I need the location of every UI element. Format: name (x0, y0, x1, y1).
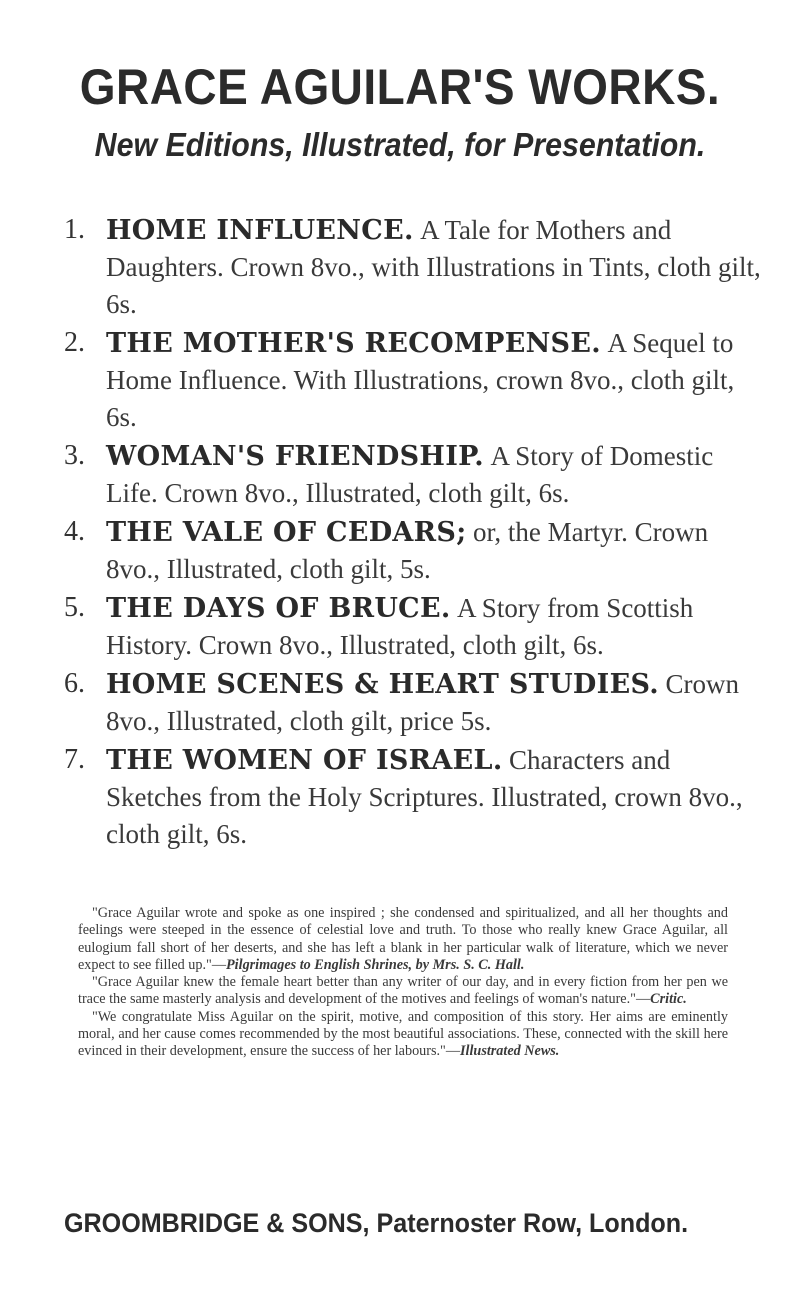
publisher-imprint: GROOMBRIDGE & SONS, Paternoster Row, London. (64, 1208, 689, 1238)
item-title: HOME INFLUENCE. (106, 215, 414, 246)
item-number: 4. (64, 516, 85, 547)
review-quote (78, 905, 728, 974)
list-item (64, 742, 764, 853)
item-number: 6. (64, 668, 85, 699)
item-title: THE WOMEN OF ISRAEL. (106, 745, 503, 776)
item-number: 3. (64, 440, 85, 471)
list-item (64, 212, 764, 323)
review-text: "Grace Aguilar wrote and spoke as one inspired ; she condensed and spiritualized, and all her thoughts and feelings were steeped in the essence of celestial love and truth. To those who really knew Grace Aguilar, all eulogium fall short of her deserts, and she has left a blank in her particular walk of literature, which we never expect to see filled up."— (78, 905, 728, 973)
review-source: Critic. (650, 991, 687, 1008)
item-title: WOMAN'S FRIENDSHIP. (106, 441, 485, 472)
review-text: "Grace Aguilar knew the female heart better than any writer of our day, and in every fiction from her pen we trace the same masterly analysis and development of the motives and feelings of woman's nature."— (78, 974, 728, 1008)
list-item (64, 514, 764, 588)
item-number: 5. (64, 592, 85, 623)
review-source: Pilgrimages to English Shrines, by Mrs. S. C. Hall. (226, 956, 525, 973)
item-title: THE MOTHER'S RECOMPENSE. (106, 328, 601, 359)
item-description: A Tale for Mothers and Daughters. Crown 8vo., with Illustrations in Tints, cloth gilt, 6s. (106, 215, 761, 319)
page-subtitle: New Editions, Illustrated, for Presentation. (94, 126, 706, 163)
press-reviews (78, 905, 728, 1061)
list-item (64, 590, 764, 664)
item-description: Characters and Sketches from the Holy Scriptures. Illustrated, crown 8vo., cloth gilt, 6s. (106, 745, 743, 849)
item-title: HOME SCENES & HEART STUDIES. (106, 669, 659, 700)
item-description: A Story from Scottish History. Crown 8vo., Illustrated, cloth gilt, 6s. (106, 593, 694, 660)
item-title: THE DAYS OF BRUCE. (106, 593, 451, 624)
item-number: 7. (64, 744, 85, 775)
review-source: Illustrated News. (460, 1043, 560, 1060)
item-description: A Story of Domestic Life. Crown 8vo., Illustrated, cloth gilt, 6s. (106, 441, 714, 508)
list-item (64, 666, 764, 740)
item-description: or, the Martyr. Crown 8vo., Illustrated, cloth gilt, 5s. (106, 517, 709, 584)
list-item (64, 325, 764, 436)
review-quote (78, 1009, 728, 1061)
item-description: Crown 8vo., Illustrated, cloth gilt, price 5s. (106, 669, 739, 736)
list-item (64, 438, 764, 512)
review-text: "We congratulate Miss Aguilar on the spirit, motive, and composition of this story. Her aims are eminently moral, and her cause comes recommended by the most beautiful associations. These, connected with the skill here evinced in their development, ensure the success of her labours."— (78, 1008, 728, 1060)
item-title: THE VALE OF CEDARS; (106, 517, 467, 548)
page-title: GRACE AGUILAR'S WORKS. (79, 59, 721, 115)
review-quote (78, 974, 728, 1009)
item-number: 1. (64, 214, 85, 245)
works-list (64, 212, 764, 855)
item-description: A Sequel to Home Influence. With Illustrations, crown 8vo., cloth gilt, 6s. (106, 328, 735, 432)
item-number: 2. (64, 327, 85, 358)
